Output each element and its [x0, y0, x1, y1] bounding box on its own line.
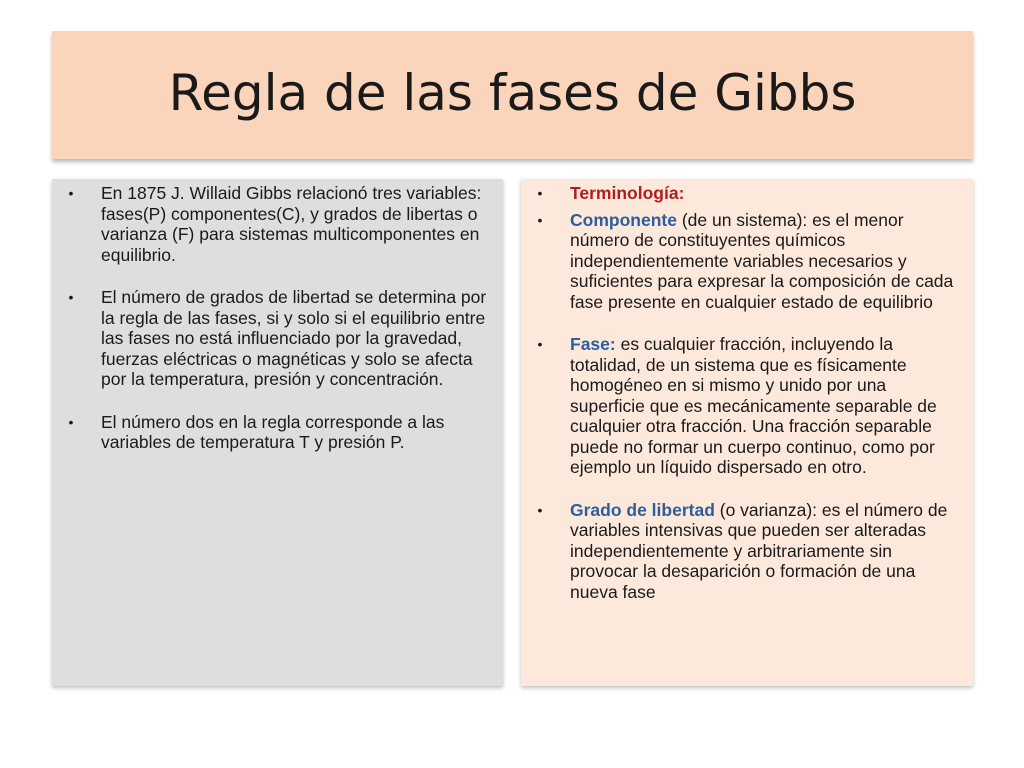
list-item-text: En 1875 J. Willaid Gibbs relacionó tres variables: fases(P) componentes(C), y grados de libertas o varianza (F) para sistemas multicomponentes en equilibrio. — [101, 183, 482, 265]
left-bullet-list — [61, 183, 489, 453]
bullet-icon: • — [68, 413, 74, 430]
list-item — [61, 287, 489, 390]
list-item — [530, 334, 961, 478]
title-band — [52, 31, 973, 159]
list-item — [530, 210, 961, 313]
bullet-icon: • — [68, 185, 74, 201]
list-item-text: El número dos en la regla corresponde a las variables de temperatura T y presión P. — [101, 411, 445, 452]
list-item — [61, 183, 489, 265]
right-panel — [521, 179, 973, 686]
bullet-icon: • — [537, 211, 543, 228]
terminology-heading-item — [530, 183, 961, 204]
term-name: Grado de libertad — [570, 499, 715, 520]
list-item — [530, 500, 961, 603]
list-item — [61, 412, 489, 453]
term-definition: (o varianza): es el número de variables intensivas que pueden ser alteradas independientemente y arbitrariamente sin provocar la desaparición o formación de una nueva fase — [570, 499, 948, 602]
term-name: Fase: — [570, 334, 616, 354]
term-name: Componente — [570, 209, 677, 230]
bullet-icon: • — [68, 289, 74, 305]
terminology-heading: Terminología: — [570, 183, 685, 203]
right-bullet-list — [530, 183, 961, 602]
term-definition: es cualquier fracción, incluyendo la totalidad, de un sistema que es físicamente homogéneo en si mismo y unido por una superficie que es mecánicamente separable de cualquier otra fracción. Una fracción separable puede no formar un cuerpo continuo, como por ejemplo un líquido dispersado en otro. — [570, 334, 937, 477]
list-item-text: El número de grados de libertad se determina por la regla de las fases, si y solo si el equilibrio entre las fases no está influenciado por la gravedad, fuerzas eléctricas o magnéticas y solo se afecta por la temperatura, presión y concentración. — [101, 287, 487, 389]
left-panel — [52, 179, 503, 686]
bullet-icon: • — [537, 336, 543, 352]
term-definition: (de un sistema): es el menor número de constituyentes químicos independientemente variables necesarios y suficientes para expresar la composición de cada fase presente en cualquier estado de equilibrio — [570, 209, 954, 312]
bullet-icon: • — [537, 185, 543, 201]
bullet-icon: • — [537, 501, 543, 518]
slide-title: Regla de las fases de Gibbs — [168, 64, 857, 122]
